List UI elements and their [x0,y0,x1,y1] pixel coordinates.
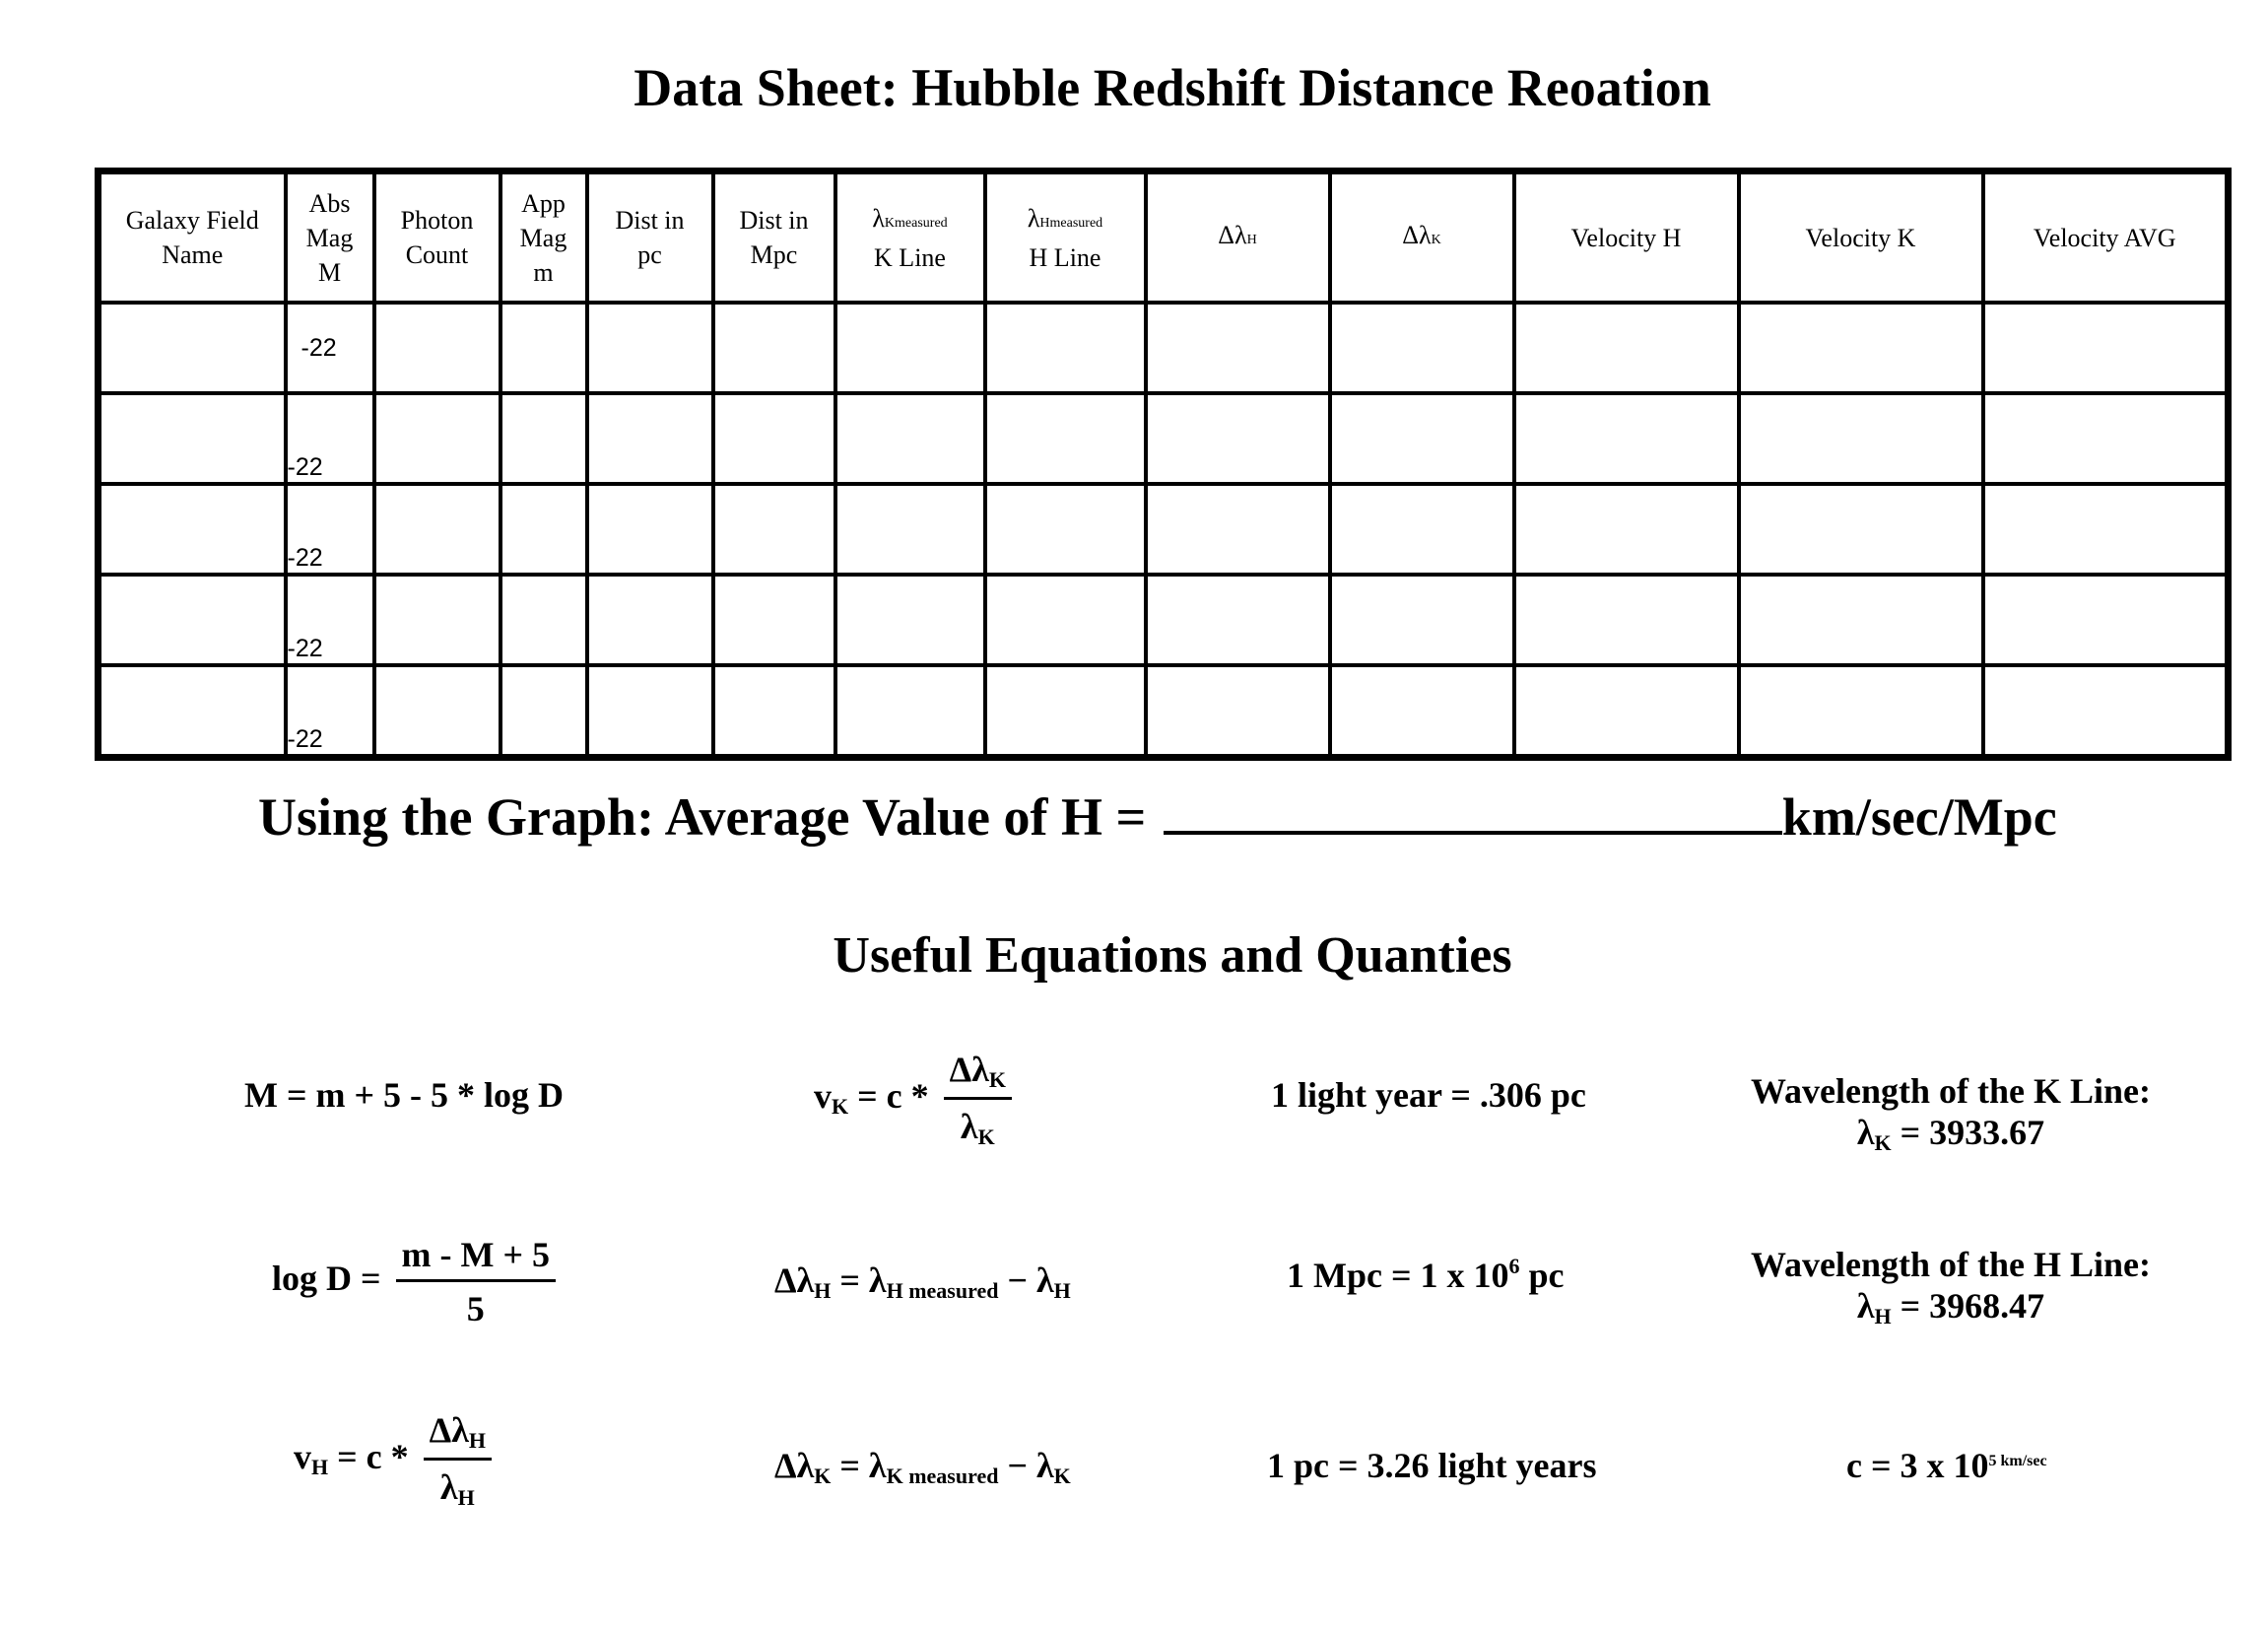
cell-lambda-h[interactable] [985,575,1146,665]
table-row [99,393,2229,484]
average-h-line [258,786,2057,848]
cell-delta-lambda-h[interactable] [1146,484,1330,575]
cell-lambda-k[interactable] [835,303,985,393]
table-row [99,484,2229,575]
cell-dist-pc[interactable] [587,303,713,393]
header-velocity-avg: Velocity AVG [1983,171,2229,304]
cell-velocity-h[interactable] [1514,665,1739,758]
cell-dist-pc[interactable] [587,665,713,758]
cell-delta-lambda-k[interactable] [1330,484,1514,575]
header-lambda-k: λKmeasured K Line [835,171,985,304]
header-lambda-h: λHmeasured H Line [985,171,1146,304]
cell-abs-mag: -22 [286,484,374,575]
header-app-mag: App Mag m [500,171,587,304]
cell-delta-lambda-h[interactable] [1146,393,1330,484]
data-table [95,168,2232,761]
header-row [99,171,2229,304]
cell-lambda-h[interactable] [985,303,1146,393]
cell-photon-count[interactable] [374,575,500,665]
cell-delta-lambda-k[interactable] [1330,665,1514,758]
header-delta-lambda-h: ΔλH [1146,171,1330,304]
cell-galaxy-name[interactable] [99,575,286,665]
cell-photon-count[interactable] [374,303,500,393]
cell-dist-pc[interactable] [587,484,713,575]
table-row [99,665,2229,758]
cell-app-mag[interactable] [500,303,587,393]
cell-lambda-h[interactable] [985,484,1146,575]
cell-photon-count[interactable] [374,393,500,484]
cell-dist-pc[interactable] [587,575,713,665]
cell-delta-lambda-k[interactable] [1330,575,1514,665]
cell-velocity-h[interactable] [1514,575,1739,665]
cell-dist-mpc[interactable] [713,575,835,665]
cell-velocity-h[interactable] [1514,303,1739,393]
cell-dist-pc[interactable] [587,393,713,484]
cell-velocity-avg[interactable] [1983,484,2229,575]
cell-velocity-avg[interactable] [1983,665,2229,758]
average-h-label: Using the Graph: Average Value of H = [258,787,1147,847]
logd-equation: log D = $\frac{m - M + 5}{5}$ [272,1234,556,1329]
cell-delta-lambda-h[interactable] [1146,665,1330,758]
cell-delta-lambda-k[interactable] [1330,303,1514,393]
cell-lambda-k[interactable] [835,484,985,575]
cell-velocity-h[interactable] [1514,484,1739,575]
header-delta-lambda-k: ΔλK [1330,171,1514,304]
average-h-unit: km/sec/Mpc [1781,787,2057,847]
table-row [99,303,2229,393]
table-row [99,575,2229,665]
cell-velocity-k[interactable] [1739,393,1983,484]
vk-fraction: $\frac{\Delta\lambda_K}{\lambda_K}$ [944,1049,1012,1150]
cell-galaxy-name[interactable] [99,303,286,393]
delta-lambda-k-equation: $\Delta\lambda_K = \lambda_{K measured} - \lambda_K$ [774,1446,1071,1488]
header-abs-mag: Abs Mag M [286,171,374,304]
cell-velocity-k[interactable] [1739,303,1983,393]
cell-lambda-h[interactable] [985,665,1146,758]
cell-abs-mag: -22 [286,665,374,758]
logd-fraction: $\frac{m - M + 5}{5}$ [396,1234,556,1329]
light-year-conversion: 1 light year = .306 pc [1271,1075,1586,1115]
speed-of-light: c = 3 x $10^{5 km/sec}$ [1846,1446,2047,1485]
header-velocity-h: Velocity H [1514,171,1739,304]
cell-velocity-avg[interactable] [1983,303,2229,393]
k-line-wavelength: Wavelength of the K Line: $\lambda_K = 3933.67$ [1751,1071,2151,1155]
cell-delta-lambda-k[interactable] [1330,393,1514,484]
cell-app-mag[interactable] [500,665,587,758]
cell-delta-lambda-h[interactable] [1146,575,1330,665]
delta-lambda-h-equation: $\Delta\lambda_H = \lambda_{H measured} - \lambda_H$ [774,1260,1071,1303]
cell-dist-mpc[interactable] [713,665,835,758]
cell-lambda-k[interactable] [835,665,985,758]
pc-conversion: 1 pc = 3.26 light years [1267,1446,1597,1485]
vk-equation: $v_K = c$ * $\frac{\Delta\lambda_K}{\lambda_K}$ [814,1049,1012,1150]
cell-velocity-k[interactable] [1739,575,1983,665]
header-dist-pc: Dist in pc [587,171,713,304]
cell-dist-mpc[interactable] [713,484,835,575]
cell-galaxy-name[interactable] [99,665,286,758]
cell-galaxy-name[interactable] [99,393,286,484]
cell-dist-mpc[interactable] [713,303,835,393]
cell-lambda-k[interactable] [835,575,985,665]
vh-fraction: $\frac{\Delta\lambda_H}{\lambda_H}$ [424,1409,492,1511]
cell-velocity-avg[interactable] [1983,575,2229,665]
cell-velocity-k[interactable] [1739,484,1983,575]
cell-lambda-h[interactable] [985,393,1146,484]
h-line-wavelength: Wavelength of the H Line: $\lambda_H = 3968.47$ [1751,1245,2151,1328]
cell-abs-mag: -22 [286,575,374,665]
cell-photon-count[interactable] [374,665,500,758]
cell-velocity-avg[interactable] [1983,393,2229,484]
cell-velocity-k[interactable] [1739,665,1983,758]
mpc-conversion: 1 Mpc = 1 x $10^6$ pc [1287,1254,1565,1295]
header-photon-count: Photon Count [374,171,500,304]
equations-title: Useful Equations and Quanties [833,927,1512,984]
average-h-blank[interactable] [1164,787,1782,835]
vh-equation: $v_H = c$ * $\frac{\Delta\lambda_H}{\lambda_H}$ [294,1409,492,1511]
header-velocity-k: Velocity K [1739,171,1983,304]
cell-delta-lambda-h[interactable] [1146,303,1330,393]
cell-app-mag[interactable] [500,484,587,575]
cell-abs-mag: -22 [286,393,374,484]
header-galaxy-name: Galaxy Field Name [99,171,286,304]
page-title: Data Sheet: Hubble Redshift Distance Reoation [634,58,1711,117]
cell-lambda-k[interactable] [835,393,985,484]
cell-dist-mpc[interactable] [713,393,835,484]
cell-abs-mag: -22 [286,303,374,393]
header-dist-mpc: Dist in Mpc [713,171,835,304]
cell-velocity-h[interactable] [1514,393,1739,484]
cell-app-mag[interactable] [500,393,587,484]
distance-modulus-equation: M = m + 5 - 5 * log D [244,1075,564,1115]
cell-photon-count[interactable] [374,484,500,575]
cell-app-mag[interactable] [500,575,587,665]
cell-galaxy-name[interactable] [99,484,286,575]
